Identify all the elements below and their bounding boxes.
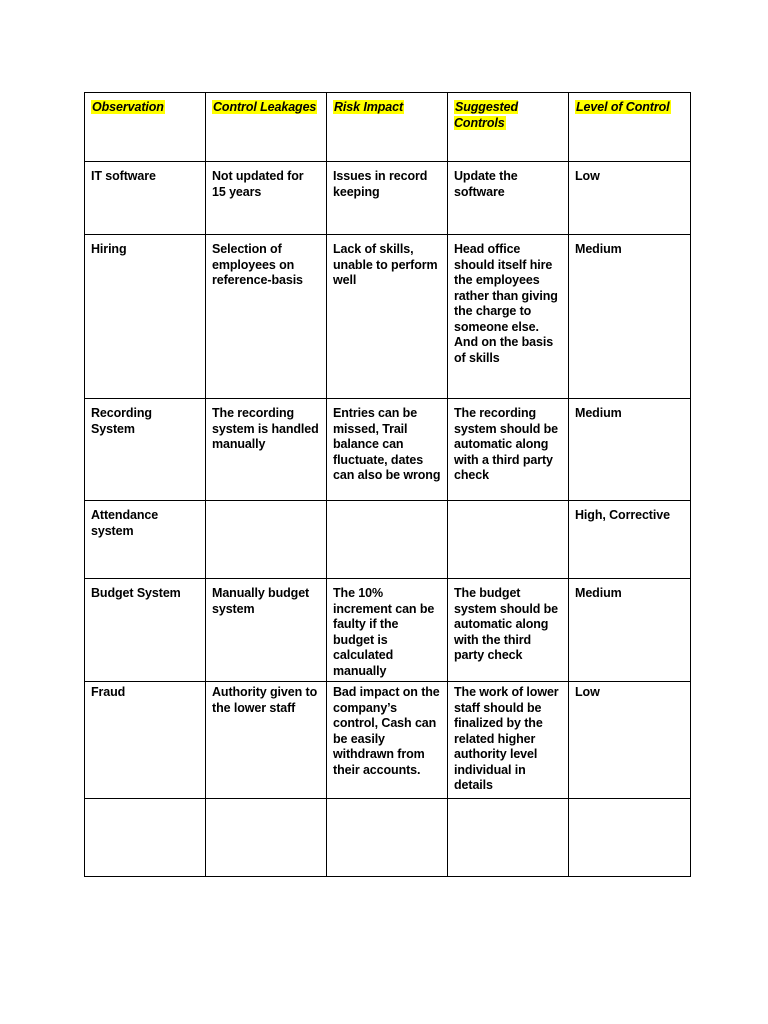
cell-level-of-control: High, Corrective (569, 501, 691, 579)
cell-observation: Fraud (85, 682, 206, 799)
header-observation (85, 93, 206, 162)
cell-level-of-control: Medium (569, 579, 691, 682)
cell-suggested-control: The budget system should be automatic along with the third party check (448, 579, 569, 682)
cell-control-leakage: Selection of employees on reference-basis (206, 235, 327, 399)
cell-suggested-control: Update the software (448, 162, 569, 235)
header-control-leakages (206, 93, 327, 162)
header-label: Suggested Controls (454, 100, 518, 130)
header-level-of-control (569, 93, 691, 162)
header-label: Control Leakages (213, 100, 317, 114)
cell-observation: Hiring (85, 235, 206, 399)
table-row (85, 579, 691, 682)
cell-suggested-control (448, 798, 569, 876)
cell-risk-impact (327, 798, 448, 876)
cell-risk-impact (327, 501, 448, 579)
cell-level-of-control: Low (569, 162, 691, 235)
header-label: Level of Control (576, 100, 670, 114)
cell-observation: Attendance system (85, 501, 206, 579)
cell-suggested-control (448, 501, 569, 579)
cell-control-leakage: Not updated for 15 years (206, 162, 327, 235)
cell-risk-impact: Bad impact on the company’s control, Cash can be easily withdrawn from their accounts. (327, 682, 448, 799)
cell-observation (85, 798, 206, 876)
cell-suggested-control: The recording system should be automatic along with a third party check (448, 399, 569, 501)
header-risk-impact (327, 93, 448, 162)
cell-observation: IT software (85, 162, 206, 235)
table-header-row (85, 93, 691, 162)
table-row (85, 399, 691, 501)
cell-risk-impact: Entries can be missed, Trail balance can fluctuate, dates can also be wrong (327, 399, 448, 501)
cell-risk-impact: Lack of skills, unable to perform well (327, 235, 448, 399)
cell-level-of-control: Medium (569, 235, 691, 399)
cell-level-of-control (569, 798, 691, 876)
header-label: Observation (92, 100, 164, 114)
cell-control-leakage: Manually budget system (206, 579, 327, 682)
cell-observation: Budget System (85, 579, 206, 682)
cell-risk-impact: Issues in record keeping (327, 162, 448, 235)
cell-suggested-control: The work of lower staff should be finalized by the related higher authority level individual in details (448, 682, 569, 799)
cell-risk-impact: The 10% increment can be faulty if the budget is calculated manually (327, 579, 448, 682)
cell-control-leakage: The recording system is handled manually (206, 399, 327, 501)
cell-observation: Recording System (85, 399, 206, 501)
table-row (85, 682, 691, 799)
cell-suggested-control: Head office should itself hire the employees rather than giving the charge to someone else. And on the basis of skills (448, 235, 569, 399)
table-row (85, 162, 691, 235)
cell-level-of-control: Low (569, 682, 691, 799)
header-label: Risk Impact (334, 100, 404, 114)
table-row (85, 235, 691, 399)
header-suggested-controls (448, 93, 569, 162)
cell-level-of-control: Medium (569, 399, 691, 501)
cell-control-leakage: Authority given to the lower staff (206, 682, 327, 799)
cell-control-leakage (206, 501, 327, 579)
audit-observation-table (84, 92, 691, 877)
table-row-empty (85, 798, 691, 876)
table-row (85, 501, 691, 579)
cell-control-leakage (206, 798, 327, 876)
